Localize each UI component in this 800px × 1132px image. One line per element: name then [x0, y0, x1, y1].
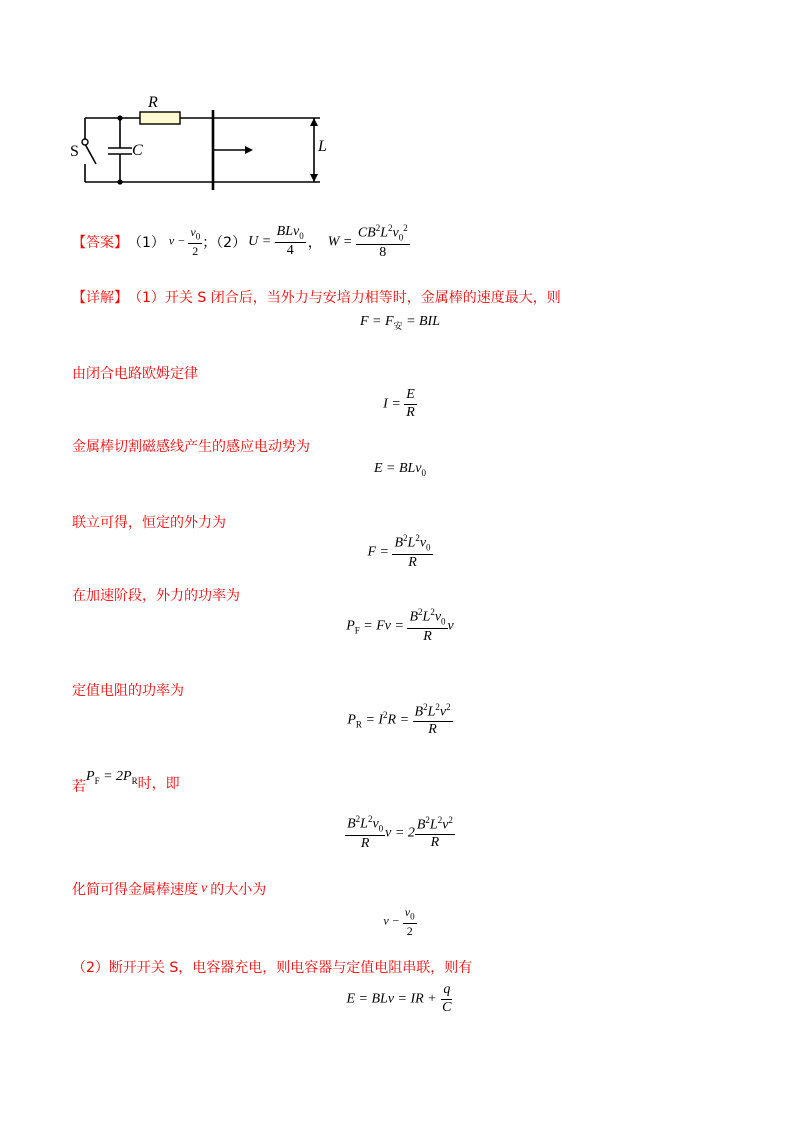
- subscript-an: 安: [393, 321, 403, 332]
- eq-ohm: I = $\frac{E}{R}$: [383, 387, 415, 420]
- detail-text-7b: 时，即: [137, 776, 180, 792]
- detail-tag: 【详解】: [72, 290, 128, 306]
- detail-text-8-var: v: [201, 881, 208, 896]
- eq-emf: E = BLv$_0$: [373, 461, 427, 478]
- detail-text-8b: 的大小为: [210, 882, 267, 898]
- answer-eq-u: U = $\frac{BLv_0}{4}$: [248, 224, 304, 259]
- circuit-label-c: C: [132, 142, 143, 159]
- answer-tag: 【答案】: [72, 235, 128, 251]
- eq-velocity: v − $\frac{v_0}{2}$: [383, 905, 415, 938]
- detail-line-1: [72, 287, 561, 307]
- eq-capacitor-circuit: E = BLv = IR + $\frac{q}{C}$: [346, 982, 452, 1015]
- answer-eq-w: W = $\frac{CB^2L^2v_0^2}{8}$: [327, 222, 408, 260]
- circuit-label-r: R: [148, 94, 158, 111]
- detail-text-4: 联立可得，恒定的外力为: [72, 515, 226, 531]
- detail-text-5: 在加速阶段，外力的功率为: [72, 588, 240, 604]
- answer-eq-v: v − $\frac{v_0}{2}$: [168, 225, 201, 259]
- detail-text-9: （2）断开开关 S，电容器充电，则电容器与定值电阻串联，则有: [72, 960, 473, 976]
- answer-sep: ；（2）: [202, 235, 247, 251]
- detail-text-3: 金属棒切割磁感线产生的感应电动势为: [72, 439, 310, 455]
- answer-part1: （1）: [128, 235, 165, 251]
- answer-comma: ，: [307, 235, 322, 251]
- eq-power-resistor: $P_R = I^2R$ = $\frac{B^2L^2v^2}{R}$: [347, 702, 451, 738]
- circuit-label-s: S: [70, 143, 79, 160]
- circuit-diagram: [60, 88, 340, 198]
- detail-line-7: [72, 766, 180, 794]
- detail-text-6: 定值电阻的功率为: [72, 683, 184, 699]
- circuit-label-l: L: [318, 138, 327, 155]
- detail-text-2: 由闭合电路欧姆定律: [72, 366, 198, 382]
- answer-line: [72, 222, 410, 262]
- detail-line-8: [72, 879, 266, 899]
- detail-text-8a: 化简可得金属棒速度: [72, 882, 198, 898]
- subscript-f: F: [354, 625, 360, 636]
- eq-external-force: F = $\frac{B^2L^2v_0}{R}$: [367, 533, 431, 570]
- eq-condition: $P_F = 2P_R$: [86, 768, 138, 786]
- detail-text-1: （1）开关 S 闭合后，当外力与安培力相等时，金属棒的速度最大，则: [128, 290, 561, 306]
- eq-force-balance: $F = F_安$ = BIL: [359, 314, 441, 332]
- eq-condition-expanded: $\frac{B^2L^2v_0}{R}$ v = 2 $\frac{B^2L^2v^2}{R}$: [347, 814, 453, 851]
- subscript-r: R: [355, 719, 362, 730]
- detail-text-7a: 若: [72, 779, 86, 795]
- eq-power-force: $P_F = Fv$ = $\frac{B^2L^2v_0}{R}$ v: [346, 607, 454, 644]
